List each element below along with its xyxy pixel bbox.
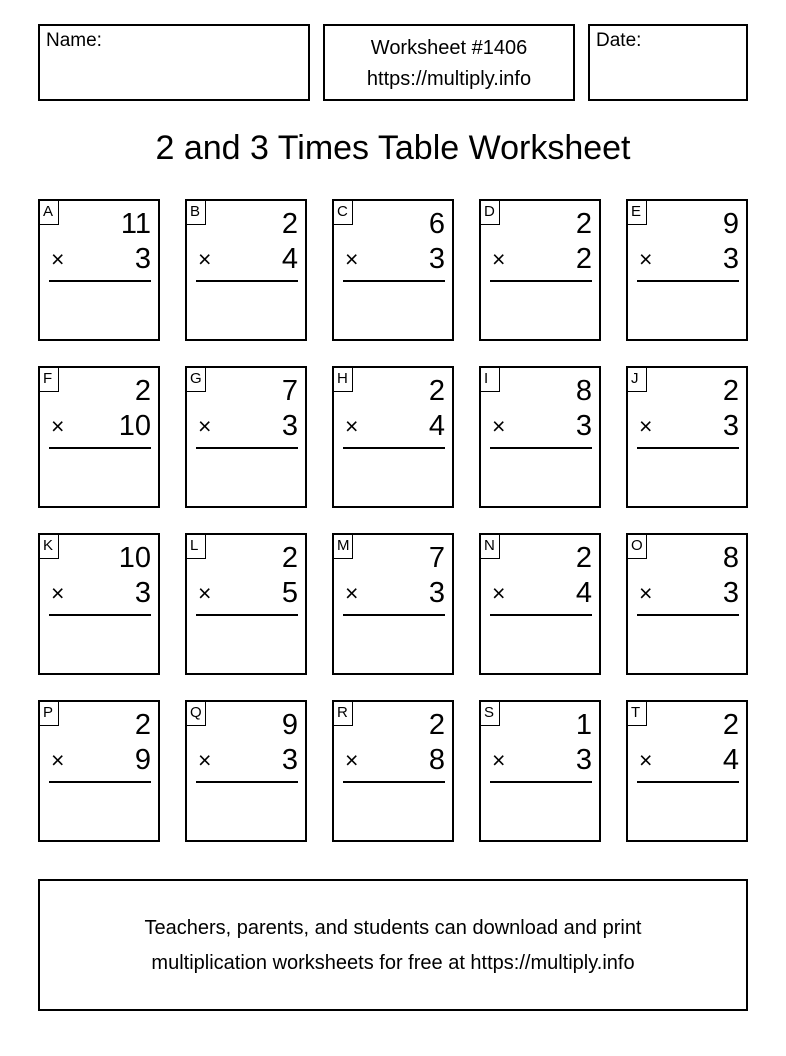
worksheet-number: Worksheet #1406 <box>370 37 528 59</box>
problem-box <box>38 533 160 675</box>
problem-box <box>479 533 601 675</box>
top-factor: 9 <box>281 709 298 741</box>
times-icon: × <box>345 246 359 272</box>
answer-line <box>196 614 298 616</box>
times-icon: × <box>492 413 506 439</box>
bottom-factor: 9 <box>134 744 151 776</box>
top-factor: 2 <box>281 542 298 574</box>
problem-box <box>185 533 307 675</box>
answer-line <box>49 781 151 783</box>
bottom-factor: 2 <box>575 243 592 275</box>
problem-box <box>185 199 307 341</box>
top-factor: 7 <box>281 375 298 407</box>
date-box <box>588 24 748 101</box>
top-factor: 2 <box>575 542 592 574</box>
times-icon: × <box>492 580 506 606</box>
times-icon: × <box>492 747 506 773</box>
problem-box <box>185 366 307 508</box>
top-factor: 8 <box>722 542 739 574</box>
answer-line <box>343 781 445 783</box>
top-factor: 11 <box>120 208 151 240</box>
bottom-factor: 3 <box>722 410 739 442</box>
problem-label: M <box>334 535 353 559</box>
answer-line <box>490 280 592 282</box>
problem-label: J <box>628 368 647 392</box>
problem-label: D <box>481 201 500 225</box>
bottom-factor: 4 <box>281 243 298 275</box>
problem-box <box>626 366 748 508</box>
bottom-factor: 3 <box>428 243 445 275</box>
top-factor: 2 <box>722 375 739 407</box>
footer-line-1: Teachers, parents, and students can download and print <box>144 917 642 939</box>
answer-line <box>637 280 739 282</box>
problem-box <box>332 366 454 508</box>
times-icon: × <box>639 246 653 272</box>
times-icon: × <box>198 747 212 773</box>
problem-label: T <box>628 702 647 726</box>
problem-label: I <box>481 368 500 392</box>
times-icon: × <box>639 747 653 773</box>
problem-box <box>626 533 748 675</box>
times-icon: × <box>51 413 65 439</box>
bottom-factor: 3 <box>722 577 739 609</box>
top-factor: 9 <box>722 208 739 240</box>
problem-label: R <box>334 702 353 726</box>
bottom-factor: 3 <box>575 410 592 442</box>
answer-line <box>49 280 151 282</box>
problem-box <box>626 700 748 842</box>
times-icon: × <box>345 747 359 773</box>
worksheet-url: https://multiply.info <box>366 68 532 90</box>
answer-line <box>196 280 298 282</box>
answer-line <box>343 280 445 282</box>
top-factor: 2 <box>134 709 151 741</box>
problem-label: F <box>40 368 59 392</box>
bottom-factor: 3 <box>428 577 445 609</box>
times-icon: × <box>51 747 65 773</box>
problem-label: P <box>40 702 59 726</box>
problem-box <box>38 199 160 341</box>
answer-line <box>637 614 739 616</box>
problem-box <box>626 199 748 341</box>
answer-line <box>490 781 592 783</box>
footer-line-2: multiplication worksheets for free at https://multiply.info <box>151 952 635 974</box>
date-label: Date: <box>596 30 642 51</box>
top-factor: 2 <box>428 709 445 741</box>
page-title: 2 and 3 Times Table Worksheet <box>155 129 631 167</box>
answer-line <box>343 614 445 616</box>
bottom-factor: 3 <box>281 410 298 442</box>
problem-box <box>332 199 454 341</box>
problem-box <box>332 700 454 842</box>
problem-box <box>479 700 601 842</box>
bottom-factor: 3 <box>722 243 739 275</box>
answer-line <box>196 781 298 783</box>
bottom-factor: 10 <box>118 410 151 442</box>
footer-box <box>38 879 748 1011</box>
bottom-factor: 8 <box>428 744 445 776</box>
bottom-factor: 3 <box>134 243 151 275</box>
problem-label: O <box>628 535 647 559</box>
times-icon: × <box>198 580 212 606</box>
top-factor: 7 <box>428 542 445 574</box>
problem-label: A <box>40 201 59 225</box>
name-box <box>38 24 310 101</box>
times-icon: × <box>51 246 65 272</box>
problem-label: N <box>481 535 500 559</box>
answer-line <box>490 614 592 616</box>
worksheet-info-box <box>323 24 575 101</box>
problem-box <box>479 199 601 341</box>
problem-label: C <box>334 201 353 225</box>
problem-label: L <box>187 535 206 559</box>
times-icon: × <box>198 413 212 439</box>
top-factor: 2 <box>428 375 445 407</box>
times-icon: × <box>492 246 506 272</box>
problem-box <box>38 366 160 508</box>
bottom-factor: 4 <box>722 744 739 776</box>
answer-line <box>196 447 298 449</box>
top-factor: 8 <box>575 375 592 407</box>
top-factor: 1 <box>575 709 592 741</box>
problem-box <box>185 700 307 842</box>
answer-line <box>637 447 739 449</box>
problem-label: H <box>334 368 353 392</box>
answer-line <box>49 614 151 616</box>
problem-label: S <box>481 702 500 726</box>
name-label: Name: <box>46 30 102 51</box>
bottom-factor: 4 <box>428 410 445 442</box>
times-icon: × <box>51 580 65 606</box>
times-icon: × <box>639 413 653 439</box>
problem-box <box>479 366 601 508</box>
bottom-factor: 3 <box>134 577 151 609</box>
top-factor: 2 <box>281 208 298 240</box>
answer-line <box>343 447 445 449</box>
answer-line <box>490 447 592 449</box>
bottom-factor: 3 <box>281 744 298 776</box>
top-factor: 2 <box>575 208 592 240</box>
problem-label: B <box>187 201 206 225</box>
problem-label: Q <box>187 702 206 726</box>
times-icon: × <box>345 413 359 439</box>
top-factor: 2 <box>134 375 151 407</box>
problem-label: K <box>40 535 59 559</box>
problem-box <box>38 700 160 842</box>
answer-line <box>49 447 151 449</box>
answer-line <box>637 781 739 783</box>
problem-label: E <box>628 201 647 225</box>
times-icon: × <box>198 246 212 272</box>
times-icon: × <box>345 580 359 606</box>
bottom-factor: 5 <box>281 577 298 609</box>
top-factor: 2 <box>722 709 739 741</box>
problem-label: G <box>187 368 206 392</box>
problem-box <box>332 533 454 675</box>
top-factor: 10 <box>118 542 151 574</box>
bottom-factor: 3 <box>575 744 592 776</box>
bottom-factor: 4 <box>575 577 592 609</box>
top-factor: 6 <box>428 208 445 240</box>
times-icon: × <box>639 580 653 606</box>
